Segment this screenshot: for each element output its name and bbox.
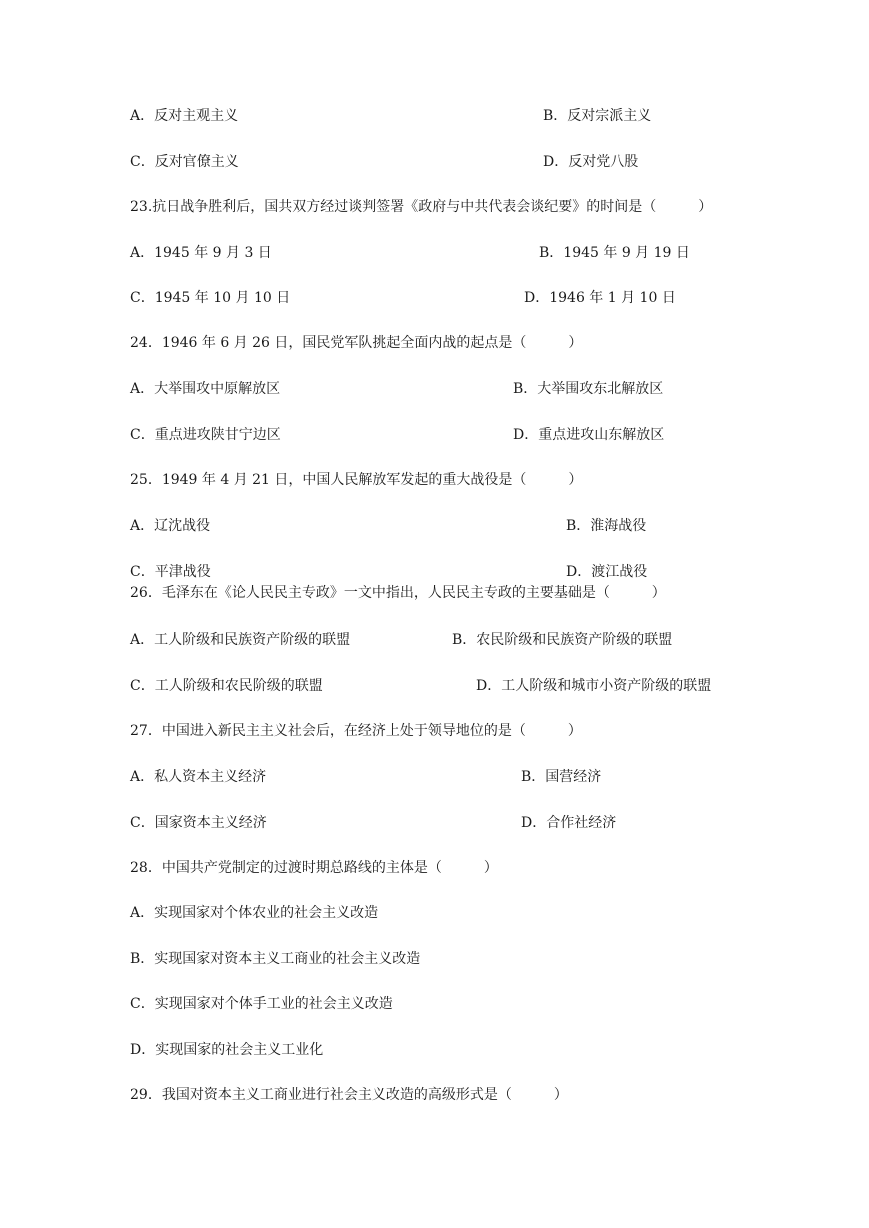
q25-option-d: D．渡江战役 [566,564,648,580]
q27-option-c: C．国家资本主义经济 [130,815,267,831]
q23-option-b: B．1945 年 9 月 19 日 [539,245,690,261]
q26-option-b: B．农民阶级和民族资产阶级的联盟 [452,632,673,648]
q28-stem: 28．中国共产党制定的过渡时期总路线的主体是（ ） [130,860,498,876]
q24-option-d: D．重点进攻山东解放区 [513,427,665,443]
q27-option-a: A．私人资本主义经济 [130,769,267,785]
q28-option-d: D．实现国家的社会主义工业化 [130,1042,324,1058]
q28-option-a: A．实现国家对个体农业的社会主义改造 [130,905,379,921]
q24-stem: 24．1946 年 6 月 26 日，国民党军队挑起全面内战的起点是（ ） [130,335,583,351]
q25-option-a: A．辽沈战役 [130,518,211,534]
q28-option-b: B．实现国家对资本主义工商业的社会主义改造 [130,951,421,967]
q22-option-b: B．反对宗派主义 [543,108,652,124]
q24-option-c: C．重点进攻陕甘宁边区 [130,427,281,443]
q26-stem: 26．毛泽东在《论人民民主专政》一文中指出，人民民主专政的主要基础是（ ） [130,585,666,601]
q24-option-b: B．大举围攻东北解放区 [513,381,664,397]
q28-option-c: C．实现国家对个体手工业的社会主义改造 [130,996,393,1012]
q27-option-d: D．合作社经济 [521,815,617,831]
q27-stem: 27．中国进入新民主主义社会后，在经济上处于领导地位的是（ ） [130,723,582,739]
q23-option-a: A．1945 年 9 月 3 日 [130,245,272,261]
q27-option-b: B．国营经济 [521,769,602,785]
q22-option-c: C．反对官僚主义 [130,154,239,170]
q26-option-a: A．工人阶级和民族资产阶级的联盟 [130,632,351,648]
q25-option-b: B．淮海战役 [566,518,647,534]
q26-option-d: D．工人阶级和城市小资产阶级的联盟 [476,678,712,694]
q22-option-d: D．反对党八股 [543,154,639,170]
q25-option-c: C．平津战役 [130,564,211,580]
q23-option-d: D．1946 年 1 月 10 日 [524,290,676,306]
q22-option-a: A．反对主观主义 [130,108,239,124]
q25-stem: 25．1949 年 4 月 21 日，中国人民解放军发起的重大战役是（ ） [130,472,583,488]
q23-stem: 23.抗日战争胜利后，国共双方经过谈判签署《政府与中共代表会谈纪要》的时间是（ ） [130,199,713,215]
q23-option-c: C．1945 年 10 月 10 日 [130,290,291,306]
q26-option-c: C．工人阶级和农民阶级的联盟 [130,678,323,694]
q29-stem: 29．我国对资本主义工商业进行社会主义改造的高级形式是（ ） [130,1087,568,1103]
q24-option-a: A．大举围攻中原解放区 [130,381,281,397]
